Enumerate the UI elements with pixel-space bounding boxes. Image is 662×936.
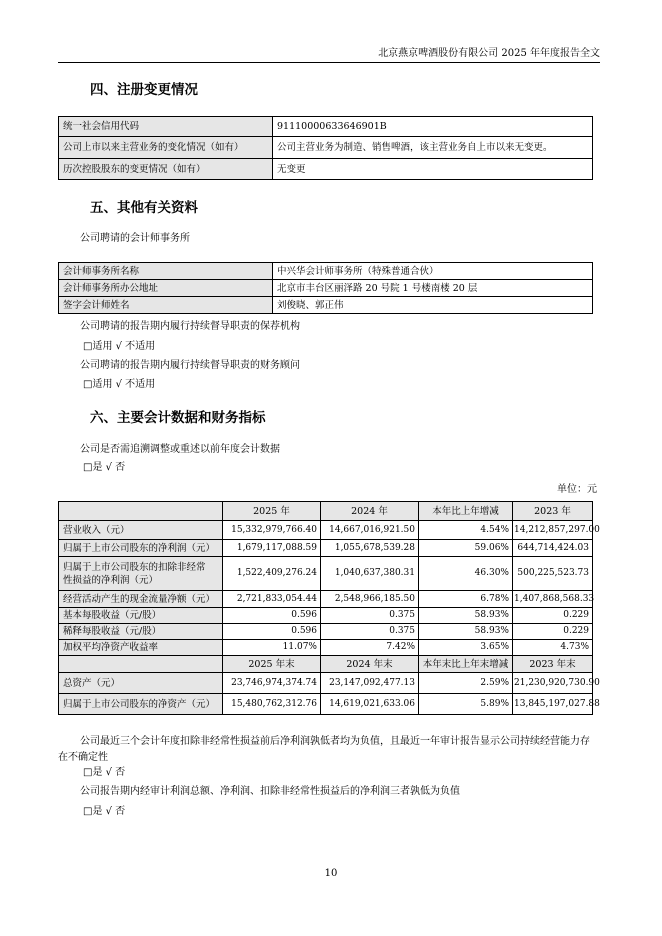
header-2024: 2024 年 (321, 502, 419, 521)
row-value: 北京市丰台区丽泽路 20 号院 1 号楼南楼 20 层 (273, 280, 593, 297)
value-2023: 13,845,197,027.88 (513, 694, 593, 715)
row-label: 会计师事务所办公地址 (59, 280, 273, 297)
value-2024: 14,667,016,921.50 (321, 521, 419, 540)
value-2025: 15,480,762,312.76 (223, 694, 321, 715)
section4-heading: 四、注册变更情况 (90, 82, 198, 98)
row-value: 中兴华会计师事务所（特殊普通合伙） (273, 263, 593, 280)
header-2025: 2025 年 (223, 502, 321, 521)
sponsor-choice: □适用 √ 不适用 (83, 341, 156, 352)
row-label: 经营活动产生的现金流量净额（元） (59, 591, 223, 608)
value-2023: 21,230,920,730.90 (513, 673, 593, 694)
header-2024-end: 2024 年末 (321, 656, 419, 673)
value-2024: 2,548,966,185.50 (321, 591, 419, 608)
value-change: 3.65% (419, 640, 513, 656)
row-auditor-address (59, 280, 593, 297)
value-change: 4.54% (419, 521, 513, 540)
row-label: 归属于上市公司股东的扣除非经常性损益的净利润（元） (59, 557, 223, 591)
row-business-change (59, 137, 593, 159)
header-2025-end: 2025 年末 (223, 656, 321, 673)
row-label: 营业收入（元） (59, 521, 223, 540)
row-net-profit (59, 540, 593, 557)
restate-choice: □是 √ 否 (83, 462, 126, 473)
row-diluted-eps (59, 624, 593, 640)
value-2023: 4.73% (513, 640, 593, 656)
row-net-profit-deducted (59, 557, 593, 591)
value-2023: 0.229 (513, 624, 593, 640)
row-label: 归属于上市公司股东的净资产（元） (59, 694, 223, 715)
header-divider (58, 62, 600, 63)
value-2024: 0.375 (321, 624, 419, 640)
row-value: 公司主营业务为制造、销售啤酒，该主营业务自上市以来无变更。 (273, 137, 593, 159)
value-2023: 0.229 (513, 608, 593, 624)
value-2023: 14,212,857,297.00 (513, 521, 593, 540)
header-2023: 2023 年 (513, 502, 593, 521)
restate-question: 公司是否需追溯调整或重述以前年度会计数据 (80, 444, 280, 455)
row-value: 无变更 (273, 159, 593, 180)
value-2025: 0.596 (223, 624, 321, 640)
value-2025: 1,679,117,088.59 (223, 540, 321, 557)
value-change: 58.93% (419, 608, 513, 624)
row-label: 基本每股收益（元/股） (59, 608, 223, 624)
value-2025: 23,746,974,374.74 (223, 673, 321, 694)
advisor-label: 公司聘请的报告期内履行持续督导职责的财务顾问 (80, 360, 300, 371)
going-concern-question: 公司最近三个会计年度扣除非经常性损益前后净利润孰低者均为负值，且最近一年审计报告显示公司持续经营能力存在不确定性 (58, 736, 590, 763)
value-change: 58.93% (419, 624, 513, 640)
value-change: 6.78% (419, 591, 513, 608)
value-2024: 1,040,637,380.31 (321, 557, 419, 591)
value-2025: 2,721,833,054.44 (223, 591, 321, 608)
section6-heading: 六、主要会计数据和财务指标 (90, 410, 266, 426)
value-change: 59.06% (419, 540, 513, 557)
sponsor-label: 公司聘请的报告期内履行持续督导职责的保荐机构 (80, 321, 300, 332)
row-net-assets (59, 694, 593, 715)
value-2024: 14,619,021,633.06 (321, 694, 419, 715)
unit-label: 单位：元 (557, 484, 597, 495)
profit-choice: □是 √ 否 (83, 806, 126, 817)
section5-heading: 五、其他有关资料 (90, 200, 198, 216)
header-corner (59, 656, 223, 673)
value-change: 46.30% (419, 557, 513, 591)
value-2024: 23,147,092,477.13 (321, 673, 419, 694)
value-2023: 644,714,424.03 (513, 540, 593, 557)
row-label: 总资产（元） (59, 673, 223, 694)
header-change-end: 本年末比上年末增减 (419, 656, 513, 673)
registration-table (58, 116, 593, 180)
row-value: 刘俊晓、郭正伟 (273, 297, 593, 314)
value-2024: 7.42% (321, 640, 419, 656)
value-2024: 0.375 (321, 608, 419, 624)
row-label: 统一社会信用代码 (59, 117, 273, 137)
row-weighted-roe (59, 640, 593, 656)
row-auditor-name (59, 263, 593, 280)
auditor-intro: 公司聘请的会计师事务所 (80, 233, 190, 244)
header-change: 本年比上年增减 (419, 502, 513, 521)
row-credit-code (59, 117, 593, 137)
financial-table (58, 501, 600, 715)
value-2025: 15,332,979,766.40 (223, 521, 321, 540)
row-basic-eps (59, 608, 593, 624)
value-2023: 1,407,868,568.33 (513, 591, 593, 608)
header-row-year-end (59, 656, 593, 673)
row-label: 历次控股股东的变更情况（如有） (59, 159, 273, 180)
value-2025: 0.596 (223, 608, 321, 624)
row-operating-cash-flow (59, 591, 593, 608)
row-label: 公司上市以来主营业务的变化情况（如有） (59, 137, 273, 159)
row-value: 91110000633646901B (273, 117, 593, 137)
advisor-choice: □适用 √ 不适用 (83, 379, 156, 390)
value-2023: 500,225,523.73 (513, 557, 593, 591)
row-label: 签字会计师姓名 (59, 297, 273, 314)
header-2023-end: 2023 年末 (513, 656, 593, 673)
row-label: 会计师事务所名称 (59, 263, 273, 280)
row-label: 稀释每股收益（元/股） (59, 624, 223, 640)
value-2024: 1,055,678,539.28 (321, 540, 419, 557)
auditor-table (58, 262, 593, 314)
row-signing-accountants (59, 297, 593, 314)
header-row-years (59, 502, 593, 521)
value-2025: 1,522,409,276.24 (223, 557, 321, 591)
row-label: 归属于上市公司股东的净利润（元） (59, 540, 223, 557)
value-2025: 11.07% (223, 640, 321, 656)
page-number: 10 (324, 868, 338, 879)
row-total-assets (59, 673, 593, 694)
value-change: 5.89% (419, 694, 513, 715)
report-header-title: 北京燕京啤酒股份有限公司 2025 年年度报告全文 (378, 48, 600, 59)
row-revenue (59, 521, 593, 540)
row-label: 加权平均净资产收益率 (59, 640, 223, 656)
profit-question: 公司报告期内经审计利润总额、净利润、扣除非经常性损益后的净利润三者孰低为负值 (80, 786, 460, 797)
value-change: 2.59% (419, 673, 513, 694)
header-corner (59, 502, 223, 521)
going-concern-choice: □是 √ 否 (83, 767, 126, 778)
row-shareholder-change (59, 159, 593, 180)
